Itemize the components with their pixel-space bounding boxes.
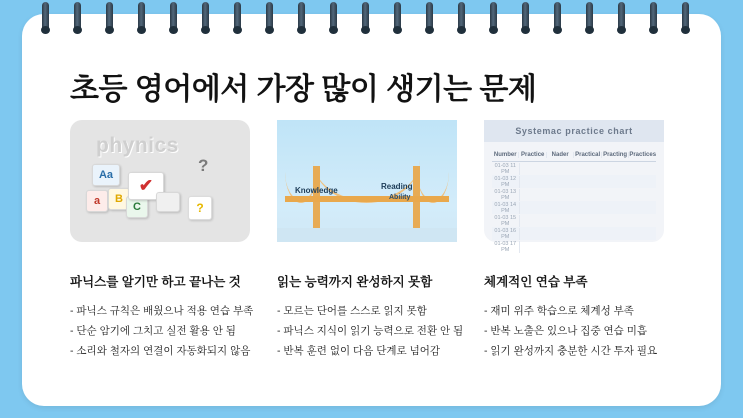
letter-tile-a: a [86,190,108,212]
chart-col-header: Practing [602,152,629,158]
binding-ring [458,2,465,32]
chart-col-header: Nader [547,152,574,158]
binding-ring [394,2,401,32]
column-heading: 읽는 능력까지 완성하지 못함 [277,275,433,289]
list-item: - 소리와 철자의 연결이 자동화되지 않음 [70,345,251,358]
phonics-word-label: phynics [96,134,179,157]
binding-ring [586,2,593,32]
chart-cell: 01-03 17 PM [492,241,520,253]
question-mark-tile-icon: ? [188,196,212,220]
chart-col-header: Number [492,152,519,158]
bridge-deck [285,196,449,202]
binding-ring [234,2,241,32]
binding-ring [138,2,145,32]
binding-ring [682,2,689,32]
binding-ring [202,2,209,32]
slide-card [22,14,721,406]
binding-ring [298,2,305,32]
list-item: - 재미 위주 학습으로 체계성 부족 [484,305,634,317]
binding-ring [618,2,625,32]
image-panel-bridge [277,120,457,242]
letter-tile-c: C [126,196,148,218]
list-item: - 파닉스 지식이 읽기 능력으로 전환 안 됨 [277,325,464,338]
chart-cell: 01-03 13 PM [492,189,520,201]
list-item: - 단순 암기에 그치고 실전 활용 안 됨 [70,325,236,338]
column-list [277,304,473,360]
chart-cell: 01-03 16 PM [492,228,520,240]
table-row [492,201,656,214]
binding-ring [42,2,49,32]
column-heading: 체계적인 연습 부족 [484,275,588,289]
column-list [70,304,266,360]
chart-header-row [492,148,656,162]
binding-ring [650,2,657,32]
list-item: - 반복 노출은 있으나 집중 연습 미흡 [484,325,648,338]
binding-ring [522,2,529,32]
table-row [492,162,656,175]
column-heading: 파닉스를 알기만 하고 끝나는 것 [70,275,241,289]
chart-cell: 01-03 14 PM [492,202,520,214]
chart-cell: 01-03 12 PM [492,176,520,188]
binding-ring [266,2,273,32]
list-item: - 반복 훈련 없이 다음 단계로 넘어감 [277,345,441,358]
image-panel-phonics [70,120,250,242]
bridge-label-reading: Reading [381,182,413,191]
text-column-1 [70,272,266,365]
list-item: - 읽기 완성까지 충분한 시간 투자 필요 [484,345,658,358]
chart-cell: 01-03 11 PM [492,163,520,175]
letter-tile-aa: Aa [92,164,120,186]
page-title: 초등 영어에서 가장 많이 생기는 문제 [70,73,537,106]
binding-ring [362,2,369,32]
list-item: - 모르는 단어를 스스로 읽지 못함 [277,305,427,317]
bridge-label-ability: Ability [389,194,411,201]
binding-ring [74,2,81,32]
chart-cell: 01-03 15 PM [492,215,520,227]
table-row [492,240,656,253]
bridge-label-knowledge: Knowledge [295,186,338,195]
text-column-2 [277,272,473,365]
list-item: - 파닉스 규칙은 배웠으나 적용 연습 부족 [70,305,254,317]
chart-col-header: Practice [519,152,546,158]
binding-ring [330,2,337,32]
blank-tile [156,192,180,212]
binding-ring [170,2,177,32]
chart-col-header: Practices [629,151,657,158]
table-row [492,188,656,201]
column-list [484,304,680,360]
text-column-3 [484,272,680,365]
bridge-water [277,228,457,242]
spiral-binding [0,0,743,34]
letter-tile-b: B [108,188,130,210]
table-row [492,214,656,227]
chart-col-header: Practical [575,151,601,158]
table-row [492,227,656,240]
check-mark-icon: ✔ [128,172,164,200]
table-row [492,175,656,188]
binding-ring [554,2,561,32]
binding-ring [426,2,433,32]
binding-ring [106,2,113,32]
question-mark-icon: ? [198,156,209,175]
image-panel-chart [484,120,664,253]
binding-ring [490,2,497,32]
chart-table [492,148,656,253]
chart-title: Systemac practice chart [484,120,664,142]
